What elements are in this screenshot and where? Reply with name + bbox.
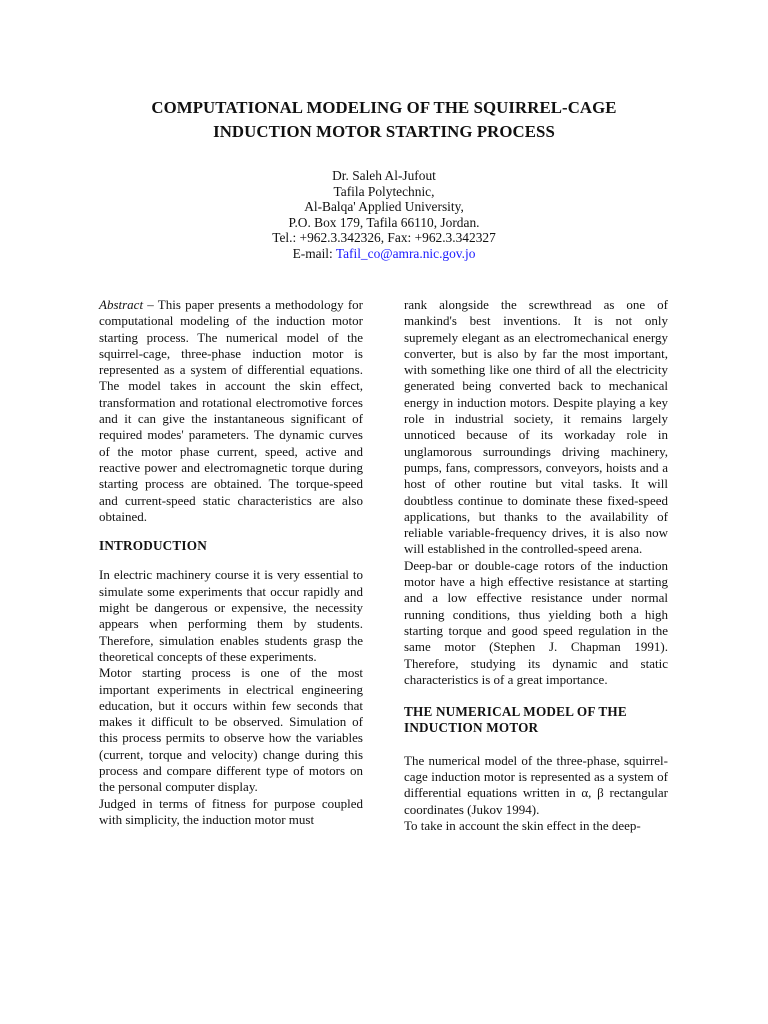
heading-line-2: INDUCTION MOTOR bbox=[404, 720, 539, 736]
email-link[interactable]: Tafil_co@amra.nic.gov.jo bbox=[335, 245, 476, 261]
author-affiliation-1: Tafila Polytechnic, bbox=[333, 183, 435, 199]
paper-title bbox=[60, 96, 708, 144]
intro-paragraph-2: Motor starting process is one of the most important experiments in electrical engineering education, but it occurs within few seconds that makes it difficult to be observed. Simulation of this process permits to observe how the variables (current, torque and velocity) change during this process and compare different type of motors on the personal computer display. bbox=[99, 665, 363, 795]
author-email-line bbox=[160, 246, 608, 262]
intro-paragraph-1: In electric machinery course it is very essential to simulate some experiments that occur rapidly and might be dangerous or expensive, the necessity appears when performing them by students. Therefore, simulation enables students grasp the theoretical concepts of these experiments. bbox=[99, 567, 363, 664]
spacer bbox=[404, 737, 668, 753]
abstract-paragraph bbox=[99, 297, 363, 525]
heading-line-1: THE NUMERICAL MODEL OF THE bbox=[404, 704, 627, 720]
author-address: P.O. Box 179, Tafila 66110, Jordan. bbox=[288, 214, 480, 230]
author-block bbox=[160, 168, 608, 262]
right-paragraph-4: To take in account the skin effect in the deep- bbox=[404, 817, 641, 833]
right-paragraph-2: Deep-bar or double-cage rotors of the induction motor have a high effective resistance at starting and a low effective resistance under normal running conditions, thus yielding both a high starting torque and good speed regulation in the same motor (Stephen J. Chapman 1991). Therefore, studying its dynamic and static characteristics is of a great importance. bbox=[404, 557, 668, 687]
intro-paragraph-3: Judged in terms of fitness for purpose coupled with simplicity, the induction motor must bbox=[99, 795, 363, 827]
title-line-1: COMPUTATIONAL MODELING OF THE SQUIRREL-CAGE bbox=[151, 98, 617, 117]
author-affiliation-2: Al-Balqa' Applied University, bbox=[304, 199, 464, 215]
introduction-heading: INTRODUCTION bbox=[99, 538, 207, 554]
right-paragraph-1: rank alongside the screwthread as one of mankind's best inventions. It is not only supremely elegant as an electromechanical energy converter, but is also by far the most important, with something like one third of all the electricity generated being converted back to mechanical energy in induction motors. Despite playing a key role in industrial society, it remains largely unnoticed because of its workaday role in unglamorous surroundings driving machinery, pumps, fans, compressors, conveyors, hoists and a host of other routine but vital tasks. It will doubtless continue to dominate these fixed-speed applications, but thanks to the availability of reliable variable-frequency drives, it is also now will established in the controlled-speed arena. bbox=[404, 297, 668, 557]
numerical-model-heading bbox=[404, 704, 668, 737]
abstract-text: – This paper presents a methodology for computational modeling of the induction motor starting process. The numerical model of the squirrel-cage, three-phase induction motor is represented as a system of differential equations. The model takes in account the skin effect, transformation and rotational electromotive forces and it can give the instantaneous significant of required modes' parameters. The dynamic curves of the motor phase current, speed, active and reactive power and electromagnetic torque during starting process are obtained. The torque-speed and current-speed static characteristics are also obtained. bbox=[99, 297, 363, 524]
spacer bbox=[99, 525, 363, 538]
title-line-2: INDUCTION MOTOR STARTING PROCESS bbox=[213, 122, 555, 141]
right-paragraph-3: The numerical model of the three-phase, squirrel-cage induction motor is represented as a system of differential equations written in α, β rectangular coordinates (Jukov 1994). bbox=[404, 752, 668, 817]
left-column bbox=[99, 297, 363, 828]
author-phone: Tel.: +962.3.342326, Fax: +962.3.342327 bbox=[272, 230, 496, 246]
author-name: Dr. Saleh Al-Jufout bbox=[332, 168, 436, 183]
abstract-label: Abstract bbox=[99, 297, 144, 312]
spacer bbox=[99, 554, 363, 567]
email-label: E-mail: bbox=[292, 245, 336, 261]
right-column bbox=[404, 297, 668, 834]
spacer bbox=[404, 688, 668, 704]
